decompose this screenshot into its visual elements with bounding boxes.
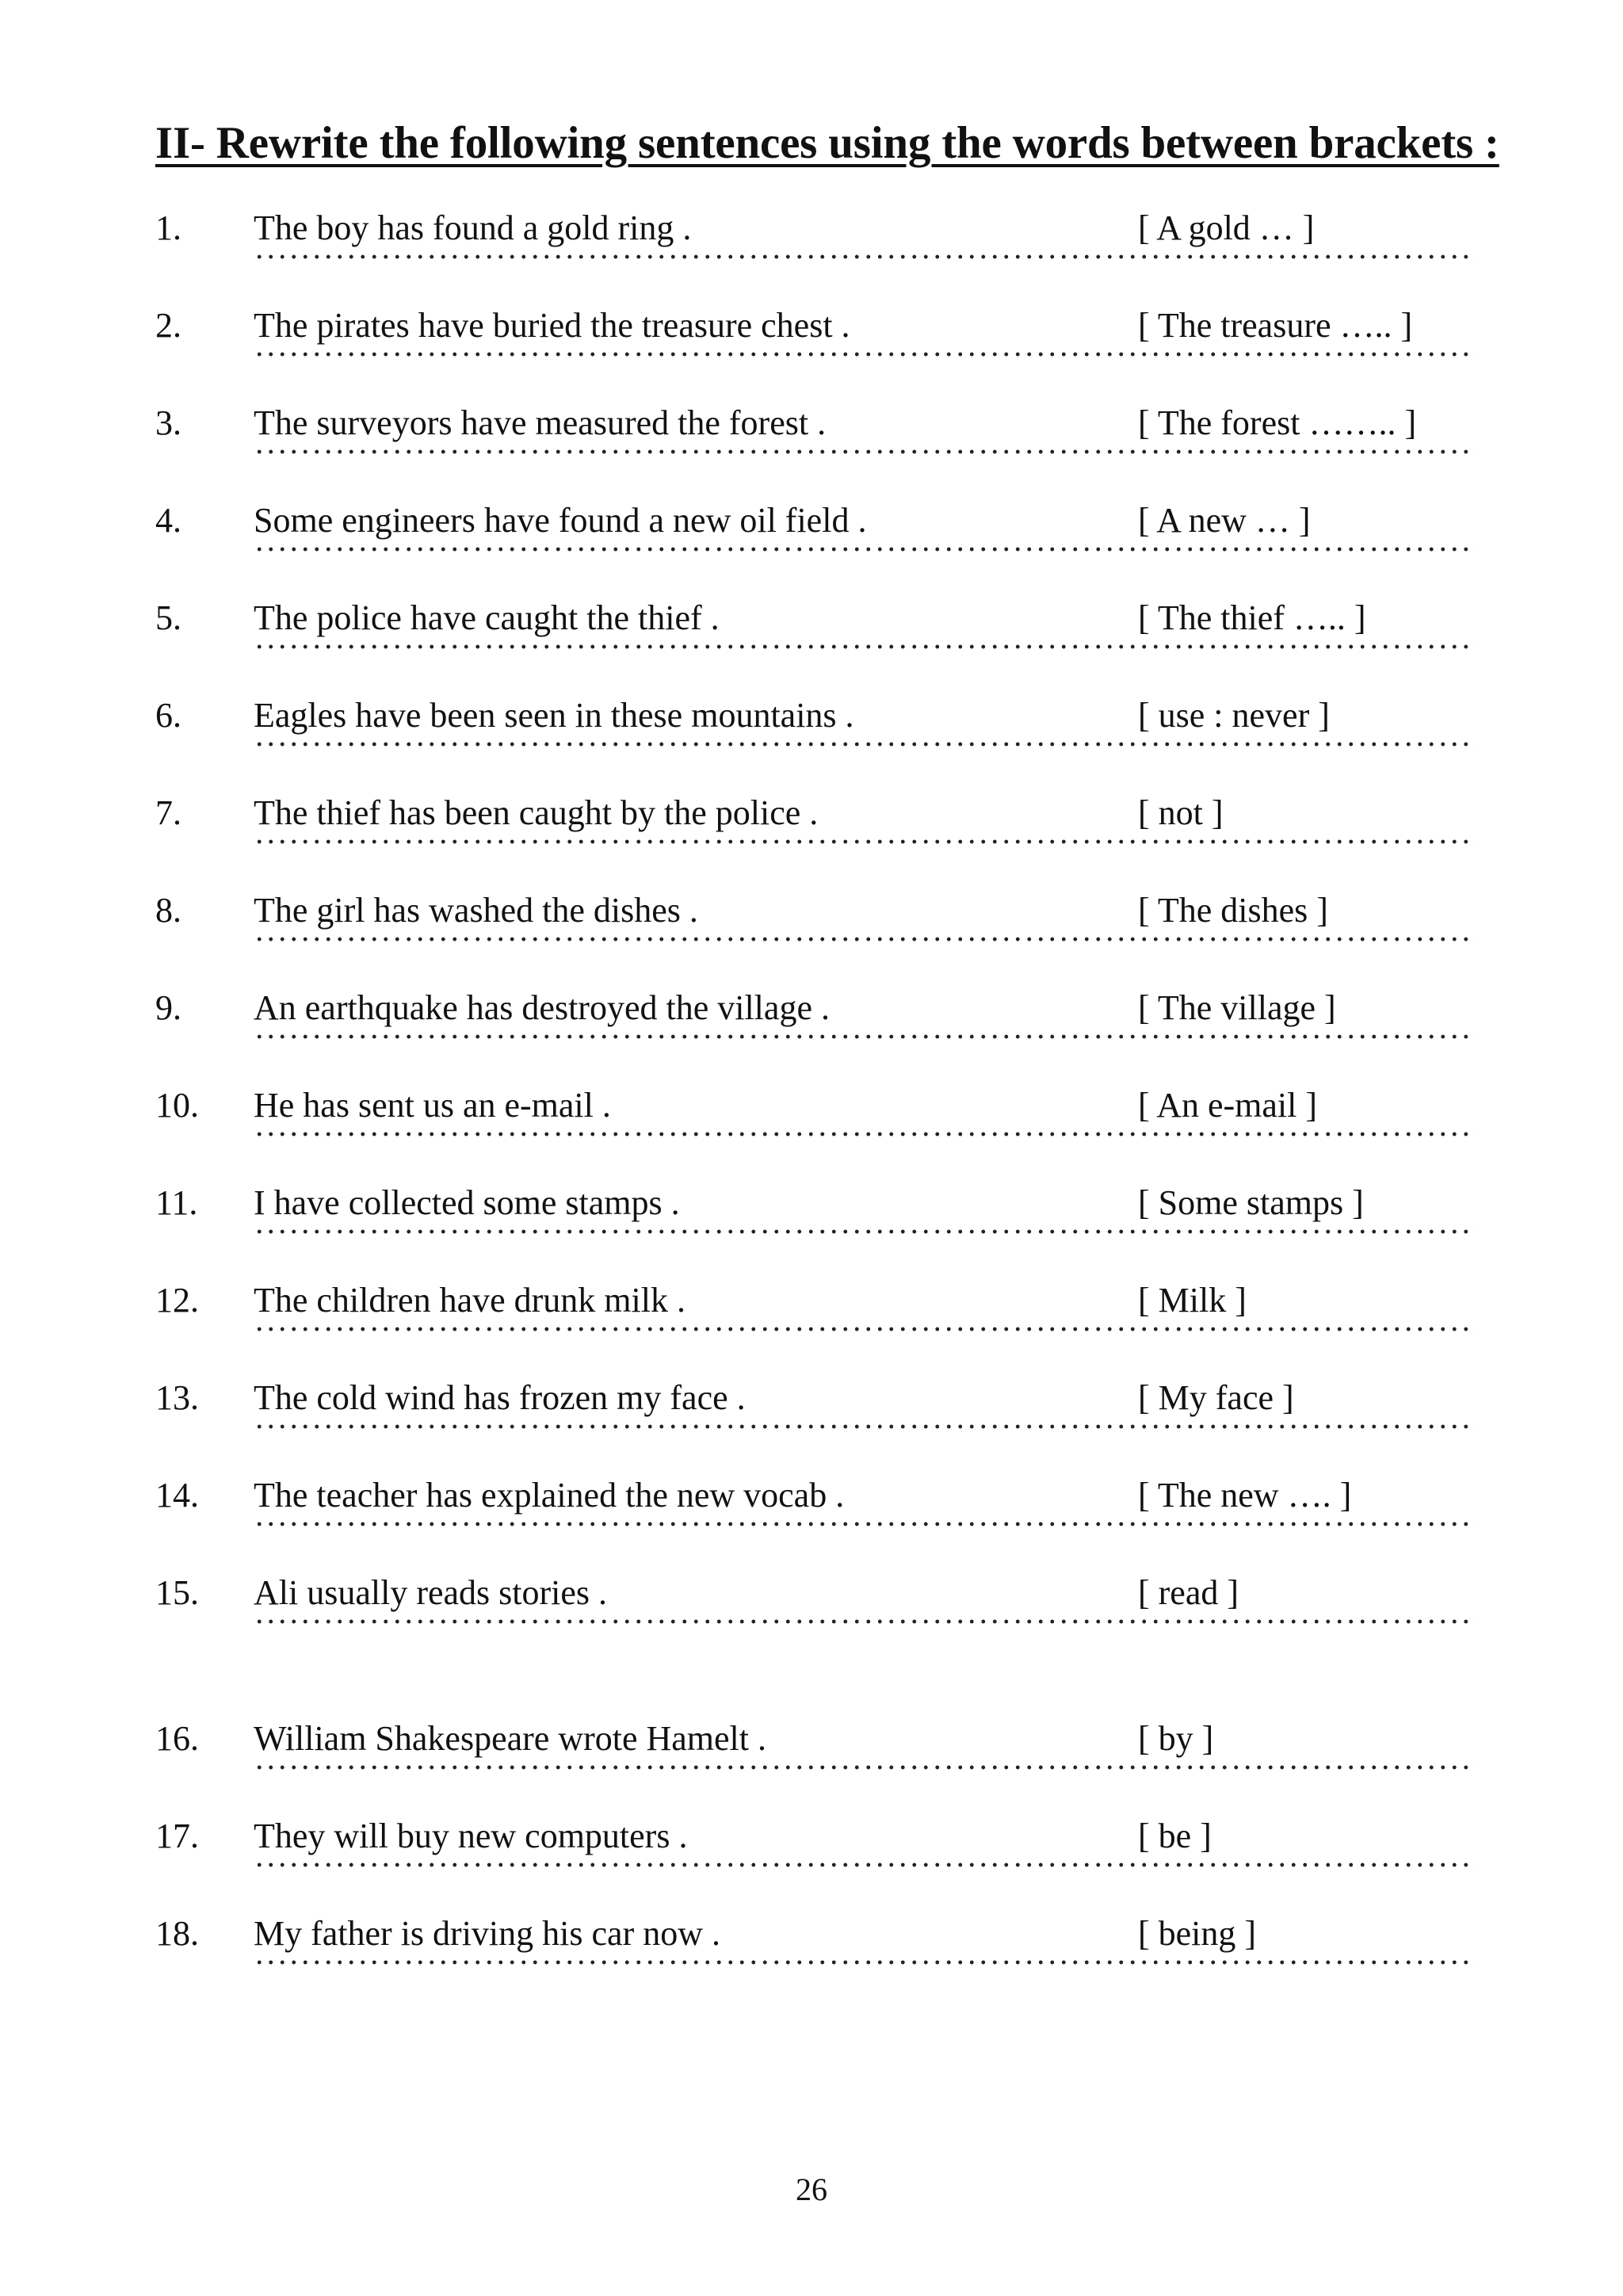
item-sentence: William Shakespeare wrote Hamelt . xyxy=(254,1719,767,1758)
item-sentence: The surveyors have measured the forest . xyxy=(254,403,827,442)
item-sentence: The children have drunk milk . xyxy=(254,1281,685,1320)
exercise-item xyxy=(0,1376,1623,1471)
answer-line[interactable] xyxy=(254,1125,1476,1144)
exercise-item xyxy=(0,1814,1623,1909)
exercise-item xyxy=(0,1717,1623,1812)
answer-line[interactable] xyxy=(254,540,1476,559)
page-number: 26 xyxy=(796,2172,827,2207)
answer-line[interactable] xyxy=(254,247,1476,266)
exercise-item xyxy=(0,206,1623,301)
answer-line[interactable] xyxy=(254,832,1476,851)
exercise-item xyxy=(0,1083,1623,1179)
exercise-item xyxy=(0,1571,1623,1666)
item-hint: [ be ] xyxy=(1138,1817,1212,1855)
answer-line[interactable] xyxy=(254,1758,1476,1777)
exercise-item xyxy=(0,1473,1623,1568)
item-hint: [ The treasure ….. ] xyxy=(1138,306,1413,345)
exercise-item xyxy=(0,1181,1623,1276)
item-sentence: The cold wind has frozen my face . xyxy=(254,1378,746,1417)
answer-line[interactable] xyxy=(254,1320,1476,1339)
item-number: 14. xyxy=(155,1476,199,1515)
exercise-item xyxy=(0,401,1623,496)
exercise-item xyxy=(0,693,1623,789)
item-hint: [ The new …. ] xyxy=(1138,1476,1352,1515)
item-number: 7. xyxy=(155,793,181,832)
item-hint: [ use : never ] xyxy=(1138,696,1330,735)
item-number: 13. xyxy=(155,1378,199,1417)
item-sentence: The girl has washed the dishes . xyxy=(254,891,698,930)
item-hint: [ The thief ….. ] xyxy=(1138,598,1366,637)
item-hint: [ The village ] xyxy=(1138,988,1336,1027)
exercise-title: II- Rewrite the following sentences using the words between brackets : xyxy=(155,118,1499,168)
item-number: 4. xyxy=(155,501,181,540)
item-number: 6. xyxy=(155,696,181,735)
answer-line[interactable] xyxy=(254,1855,1476,1874)
item-sentence: The pirates have buried the treasure chest . xyxy=(254,306,850,345)
item-number: 1. xyxy=(155,208,181,247)
exercise-item xyxy=(0,986,1623,1081)
item-sentence: An earthquake has destroyed the village . xyxy=(254,988,830,1027)
item-sentence: The police have caught the thief . xyxy=(254,598,720,637)
exercise-item xyxy=(0,1912,1623,2007)
answer-line[interactable] xyxy=(254,1515,1476,1534)
item-sentence: Some engineers have found a new oil field . xyxy=(254,501,867,540)
item-sentence: Eagles have been seen in these mountains . xyxy=(254,696,854,735)
item-hint: [ My face ] xyxy=(1138,1378,1294,1417)
answer-line[interactable] xyxy=(254,1612,1476,1631)
item-sentence: The teacher has explained the new vocab . xyxy=(254,1476,845,1515)
item-hint: [ Milk ] xyxy=(1138,1281,1247,1320)
answer-line[interactable] xyxy=(254,1222,1476,1241)
answer-line[interactable] xyxy=(254,1417,1476,1436)
item-hint: [ An e-mail ] xyxy=(1138,1086,1318,1125)
answer-line[interactable] xyxy=(254,930,1476,949)
item-hint: [ The forest …….. ] xyxy=(1138,403,1417,442)
item-number: 9. xyxy=(155,988,181,1027)
item-hint: [ read ] xyxy=(1138,1573,1239,1612)
item-number: 18. xyxy=(155,1914,199,1953)
exercise-item xyxy=(0,791,1623,886)
item-sentence: They will buy new computers . xyxy=(254,1817,688,1855)
item-number: 15. xyxy=(155,1573,199,1612)
answer-line[interactable] xyxy=(254,1953,1476,1972)
item-number: 5. xyxy=(155,598,181,637)
item-number: 2. xyxy=(155,306,181,345)
item-hint: [ A gold … ] xyxy=(1138,208,1315,247)
item-number: 3. xyxy=(155,403,181,442)
answer-line[interactable] xyxy=(254,1027,1476,1046)
exercise-item xyxy=(0,304,1623,399)
item-sentence: The boy has found a gold ring . xyxy=(254,208,692,247)
item-number: 8. xyxy=(155,891,181,930)
item-sentence: I have collected some stamps . xyxy=(254,1183,680,1222)
item-hint: [ The dishes ] xyxy=(1138,891,1328,930)
item-sentence: The thief has been caught by the police . xyxy=(254,793,819,832)
item-number: 16. xyxy=(155,1719,199,1758)
item-sentence: My father is driving his car now . xyxy=(254,1914,720,1953)
item-sentence: He has sent us an e-mail . xyxy=(254,1086,611,1125)
exercise-item xyxy=(0,499,1623,594)
item-hint: [ not ] xyxy=(1138,793,1224,832)
item-hint: [ being ] xyxy=(1138,1914,1257,1953)
item-hint: [ Some stamps ] xyxy=(1138,1183,1364,1222)
item-number: 10. xyxy=(155,1086,199,1125)
item-hint: [ A new … ] xyxy=(1138,501,1311,540)
answer-line[interactable] xyxy=(254,345,1476,364)
answer-line[interactable] xyxy=(254,735,1476,754)
answer-line[interactable] xyxy=(254,442,1476,461)
item-sentence: Ali usually reads stories . xyxy=(254,1573,608,1612)
item-number: 17. xyxy=(155,1817,199,1855)
item-number: 11. xyxy=(155,1183,198,1222)
item-number: 12. xyxy=(155,1281,199,1320)
answer-line[interactable] xyxy=(254,637,1476,656)
exercise-item xyxy=(0,1278,1623,1373)
exercise-item xyxy=(0,596,1623,691)
item-hint: [ by ] xyxy=(1138,1719,1214,1758)
exercise-item xyxy=(0,888,1623,984)
